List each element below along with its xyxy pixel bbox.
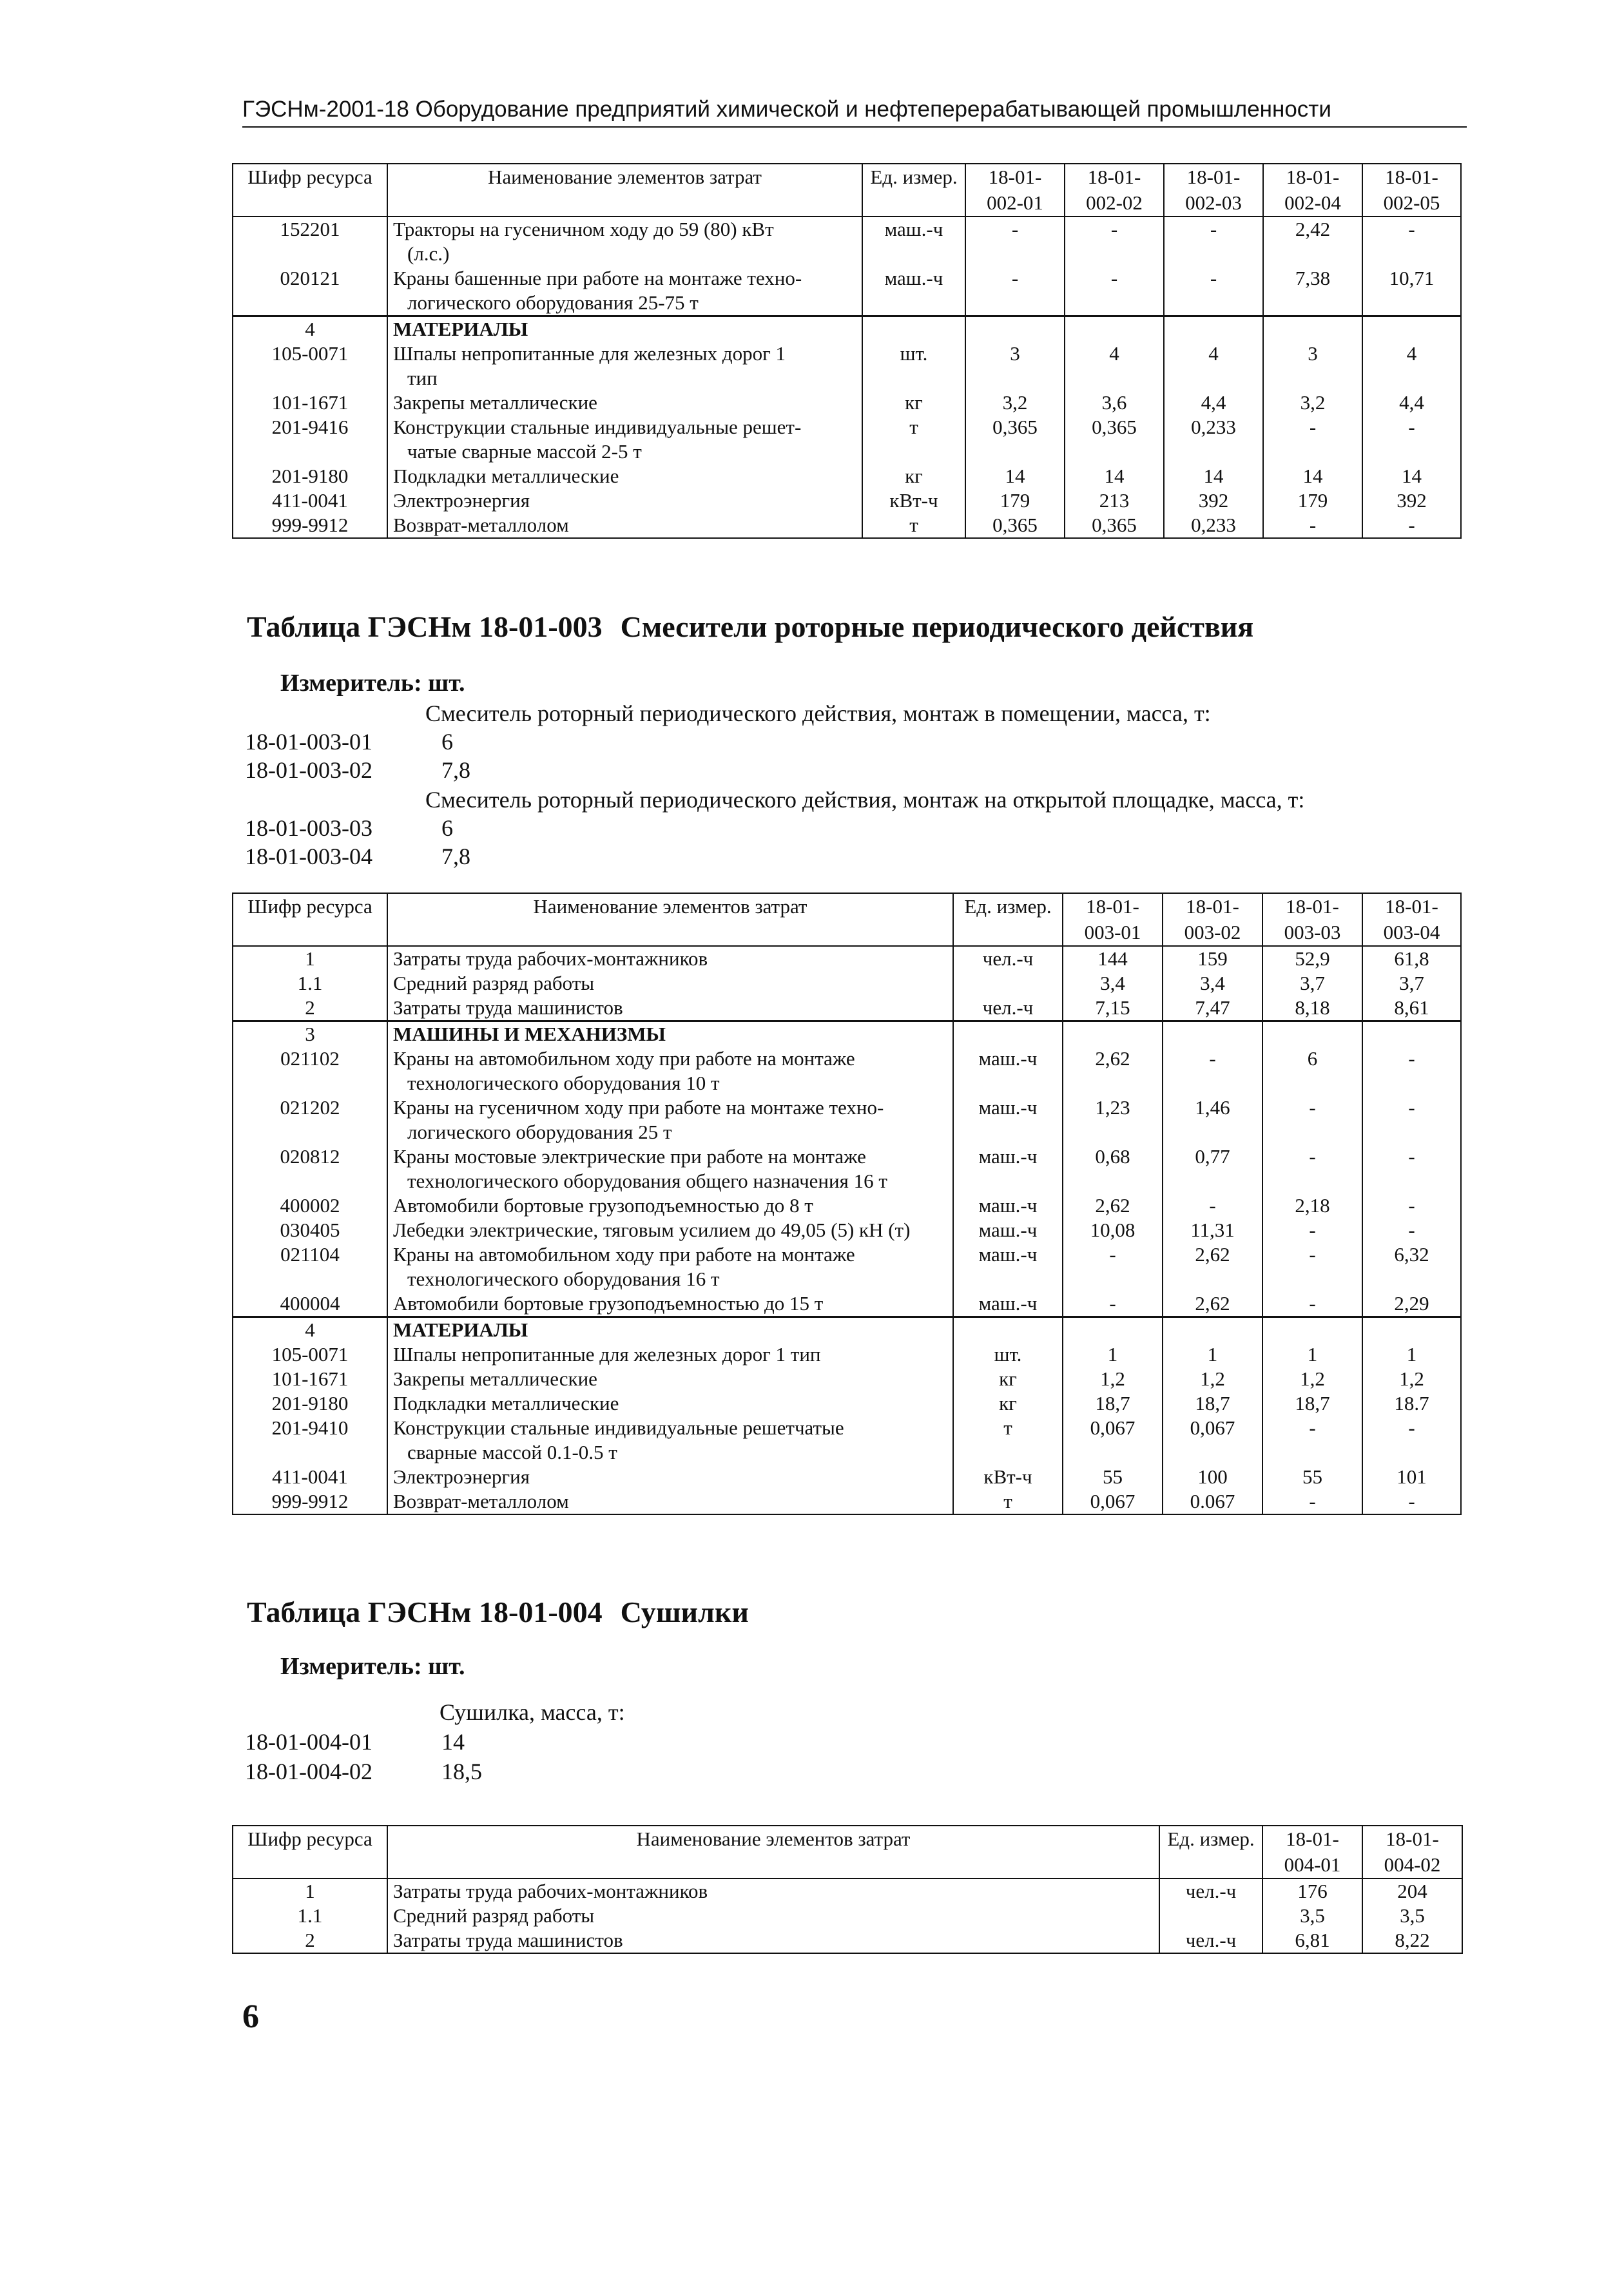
resource-code: 101-1671 (233, 1367, 387, 1391)
table-row (233, 1342, 1461, 1367)
unit-of-measure: кВт-ч (953, 1465, 1063, 1489)
table-label: Таблица ГЭСНм 18-01-003 (247, 610, 603, 643)
resource-code: 2 (233, 1928, 387, 1953)
section-row (233, 1021, 1461, 1047)
unit-of-measure (953, 1021, 1063, 1047)
cost-element-name: Электроэнергия (387, 1465, 953, 1489)
norm-value: - (1262, 1242, 1362, 1291)
norm-value: - (1362, 1047, 1461, 1096)
norm-value: 1 (1362, 1342, 1461, 1367)
cost-element-name: Шпалы непропитанные для железных дорог 1 тип (387, 1342, 953, 1367)
norm-value: - (1362, 1218, 1461, 1242)
table-row (233, 1242, 1461, 1291)
cost-element-name: Краны на автомобильном ходу при работе на монтаже технологического оборудования 10 т (387, 1047, 953, 1096)
unit-of-measure (953, 971, 1063, 996)
norm-value (1163, 1317, 1262, 1343)
norm-value: - (1065, 266, 1164, 316)
cost-element-name: Закрепы металлические (387, 391, 862, 415)
resource-code: 1 (233, 1878, 387, 1904)
table-row (233, 1096, 1461, 1144)
unit-of-measure: шт. (953, 1342, 1063, 1367)
unit-of-measure (862, 316, 965, 342)
resource-code: 999-9912 (233, 1489, 387, 1514)
unit-of-measure: чел.-ч (953, 946, 1063, 971)
norm-value (1262, 1021, 1362, 1047)
norm-table-002 (232, 163, 1462, 539)
variant-description: Смеситель роторный периодического действия, монтаж в помещении, масса, т: (425, 700, 1211, 726)
variant-row (245, 728, 453, 755)
norm-value: 1,2 (1362, 1367, 1461, 1391)
cost-element-name: МАТЕРИАЛЫ (387, 1317, 953, 1343)
norm-value: 3,4 (1063, 971, 1163, 996)
resource-code: 400002 (233, 1193, 387, 1218)
norm-value: 0,365 (1065, 513, 1164, 538)
norm-value: 3,2 (1263, 391, 1362, 415)
col-header-norm: 18-01- 002-04 (1263, 164, 1362, 217)
norm-value (965, 316, 1065, 342)
variant-mass: 7,8 (441, 757, 470, 783)
norm-value: 0,365 (965, 415, 1065, 464)
resource-code: 201-9416 (233, 415, 387, 464)
unit-of-measure (1159, 1904, 1262, 1928)
resource-code: 4 (233, 1317, 387, 1343)
norm-value: 2,62 (1063, 1193, 1163, 1218)
resource-code: 411-0041 (233, 488, 387, 513)
norm-value (1263, 316, 1362, 342)
cost-element-name: Лебедки электрические, тяговым усилием до 49,05 (5) кН (т) (387, 1218, 953, 1242)
cost-element-name: Краны башенные при работе на монтаже техно- логического оборудования 25-75 т (387, 266, 862, 316)
norm-value: 18,7 (1063, 1391, 1163, 1416)
col-header-norm: 18-01- 002-02 (1065, 164, 1164, 217)
table-row (233, 1465, 1461, 1489)
variant-row (245, 815, 453, 842)
norm-value: - (1065, 217, 1164, 266)
cost-element-name: Средний разряд работы (387, 971, 953, 996)
norm-value: 0,233 (1164, 513, 1263, 538)
unit-of-measure: маш.-ч (953, 1291, 1063, 1317)
variant-mass: 6 (441, 815, 453, 841)
variant-mass: 18,5 (441, 1759, 482, 1784)
norm-value: - (1362, 513, 1461, 538)
resource-code: 152201 (233, 217, 387, 266)
norm-value: 18.7 (1362, 1391, 1461, 1416)
norm-value: 0,77 (1163, 1144, 1262, 1193)
unit-of-measure: т (862, 415, 965, 464)
unit-of-measure: т (953, 1416, 1063, 1465)
cost-element-name: Автомобили бортовые грузоподъемностью до 15 т (387, 1291, 953, 1317)
table-name: Смесители роторные периодического действия (620, 610, 1254, 643)
norm-value: - (1262, 1218, 1362, 1242)
norm-value: 6,32 (1362, 1242, 1461, 1291)
cost-element-name: Возврат-металлолом (387, 1489, 953, 1514)
cost-element-name: Подкладки металлические (387, 464, 862, 488)
norm-value: 18,7 (1262, 1391, 1362, 1416)
norm-value: 1,2 (1063, 1367, 1163, 1391)
cost-element-name: Подкладки металлические (387, 1391, 953, 1416)
norm-value (1163, 1021, 1262, 1047)
norm-value: - (1262, 1489, 1362, 1514)
table-title-003 (247, 610, 1253, 644)
unit-of-measure: чел.-ч (953, 996, 1063, 1021)
norm-value: - (1362, 1416, 1461, 1465)
norm-value (1164, 316, 1263, 342)
norm-value: 7,47 (1163, 996, 1262, 1021)
norm-value: 4 (1362, 342, 1461, 391)
variant-row (245, 757, 470, 784)
cost-element-name: Конструкции стальные индивидуальные решет- чатые сварные массой 2-5 т (387, 415, 862, 464)
table-label: Таблица ГЭСНм 18-01-004 (247, 1596, 603, 1628)
table-row (233, 1878, 1462, 1904)
unit-of-measure: маш.-ч (953, 1218, 1063, 1242)
resource-code: 1.1 (233, 971, 387, 996)
variant-code: 18-01-004-02 (245, 1759, 372, 1784)
unit-of-measure: шт. (862, 342, 965, 391)
unit-of-measure: кВт-ч (862, 488, 965, 513)
cost-element-name: Краны мостовые электрические при работе на монтаже технологического оборудования общего назначения 16 т (387, 1144, 953, 1193)
norm-value: 101 (1362, 1465, 1461, 1489)
col-header-name: Наименование элементов затрат (387, 1826, 1159, 1878)
table-row (233, 1144, 1461, 1193)
norm-value: 1 (1262, 1342, 1362, 1367)
norm-value: 1 (1063, 1342, 1163, 1367)
table-row (233, 1904, 1462, 1928)
cost-element-name: Тракторы на гусеничном ходу до 59 (80) кВт (л.с.) (387, 217, 862, 266)
norm-value: - (965, 217, 1065, 266)
resource-code: 1 (233, 946, 387, 971)
unit-of-measure: кг (862, 391, 965, 415)
norm-value (1362, 316, 1461, 342)
norm-value: 0.067 (1163, 1489, 1262, 1514)
norm-value: - (1262, 1096, 1362, 1144)
norm-value: 2,18 (1262, 1193, 1362, 1218)
norm-value: 0,365 (1065, 415, 1164, 464)
norm-value: 3,4 (1163, 971, 1262, 996)
norm-value: 6,81 (1262, 1928, 1362, 1953)
table-row (233, 464, 1461, 488)
col-header-norm: 18-01- 003-01 (1063, 893, 1163, 946)
norm-value: 4 (1164, 342, 1263, 391)
cost-element-name: Автомобили бортовые грузоподъемностью до 8 т (387, 1193, 953, 1218)
norm-value (1362, 1021, 1461, 1047)
unit-of-measure: кг (953, 1367, 1063, 1391)
variant-code: 18-01-003-02 (245, 757, 372, 783)
norm-value: - (1362, 415, 1461, 464)
col-header-norm: 18-01- 002-05 (1362, 164, 1461, 217)
norm-value (1362, 1317, 1461, 1343)
norm-value: - (1164, 266, 1263, 316)
norm-value: 55 (1262, 1465, 1362, 1489)
norm-value: - (1262, 1416, 1362, 1465)
norm-value: 4 (1065, 342, 1164, 391)
meter-004: Измеритель: шт. (280, 1653, 465, 1680)
norm-value: 1,2 (1262, 1367, 1362, 1391)
norm-value: 10,08 (1063, 1218, 1163, 1242)
norm-value: 4,4 (1362, 391, 1461, 415)
norm-value: 1,2 (1163, 1367, 1262, 1391)
col-header-norm: 18-01- 004-01 (1262, 1826, 1362, 1878)
resource-code: 201-9180 (233, 1391, 387, 1416)
norm-value: 0,68 (1063, 1144, 1163, 1193)
norm-value: - (1362, 1489, 1461, 1514)
cost-element-name: Краны на автомобильном ходу при работе на монтаже технологического оборудования 16 т (387, 1242, 953, 1291)
col-header-code: Шифр ресурса (233, 1826, 387, 1878)
resource-code: 411-0041 (233, 1465, 387, 1489)
col-header-unit: Ед. измер. (862, 164, 965, 217)
norm-value (1063, 1021, 1163, 1047)
cost-element-name: Затраты труда машинистов (387, 996, 953, 1021)
variant-row (245, 1728, 465, 1755)
resource-code: 030405 (233, 1218, 387, 1242)
col-header-norm: 18-01- 004-02 (1362, 1826, 1462, 1878)
unit-of-measure: т (862, 513, 965, 538)
resource-code: 201-9410 (233, 1416, 387, 1465)
table-row (233, 1416, 1461, 1465)
norm-value: 14 (1362, 464, 1461, 488)
norm-value: 3,6 (1065, 391, 1164, 415)
norm-value: - (1163, 1193, 1262, 1218)
norm-value: 3,2 (965, 391, 1065, 415)
norm-value: 0,365 (965, 513, 1065, 538)
norm-value: 8,18 (1262, 996, 1362, 1021)
col-header-norm: 18-01- 003-02 (1163, 893, 1262, 946)
cost-element-name: Закрепы металлические (387, 1367, 953, 1391)
resource-code: 3 (233, 1021, 387, 1047)
table-row (233, 1193, 1461, 1218)
variant-description: Сушилка, масса, т: (440, 1699, 625, 1725)
table-row (233, 946, 1461, 971)
norm-value: - (1362, 1144, 1461, 1193)
norm-value: - (1262, 1144, 1362, 1193)
resource-code: 021102 (233, 1047, 387, 1096)
unit-of-measure: чел.-ч (1159, 1928, 1262, 1953)
norm-value: 52,9 (1262, 946, 1362, 971)
norm-value: 3 (1263, 342, 1362, 391)
unit-of-measure: маш.-ч (862, 266, 965, 316)
norm-value: 0,233 (1164, 415, 1263, 464)
variant-mass: 7,8 (441, 844, 470, 869)
resource-code: 020121 (233, 266, 387, 316)
cost-element-name: Конструкции стальные индивидуальные решетчатые сварные массой 0.1-0.5 т (387, 1416, 953, 1465)
cost-element-name: Электроэнергия (387, 488, 862, 513)
table-row (233, 1928, 1462, 1953)
norm-value: 14 (965, 464, 1065, 488)
norm-value: - (1164, 217, 1263, 266)
norm-value: 11,31 (1163, 1218, 1262, 1242)
cost-element-name: Краны на гусеничном ходу при работе на монтаже техно- логического оборудования 25 т (387, 1096, 953, 1144)
norm-value: 0,067 (1063, 1489, 1163, 1514)
table-row (233, 266, 1461, 316)
norm-value: 6 (1262, 1047, 1362, 1096)
norm-value (1262, 1317, 1362, 1343)
col-header-norm: 18-01- 003-03 (1262, 893, 1362, 946)
table-row (233, 1367, 1461, 1391)
norm-value: 10,71 (1362, 266, 1461, 316)
norm-value: 1 (1163, 1342, 1262, 1367)
norm-value: 3,7 (1262, 971, 1362, 996)
unit-of-measure: чел.-ч (1159, 1878, 1262, 1904)
section-row (233, 316, 1461, 342)
norm-value: - (1063, 1242, 1163, 1291)
meter-003: Измеритель: шт. (280, 670, 465, 697)
norm-value: 2,62 (1163, 1291, 1262, 1317)
table-row (233, 488, 1461, 513)
variant-code: 18-01-004-01 (245, 1729, 372, 1755)
norm-value: - (1362, 1193, 1461, 1218)
col-header-code: Шифр ресурса (233, 893, 387, 946)
resource-code: 2 (233, 996, 387, 1021)
norm-value: - (1262, 1291, 1362, 1317)
unit-of-measure: маш.-ч (953, 1193, 1063, 1218)
cost-element-name: Возврат-металлолом (387, 513, 862, 538)
norm-value: 61,8 (1362, 946, 1461, 971)
variant-code: 18-01-003-03 (245, 815, 372, 841)
table-row (233, 1218, 1461, 1242)
table-row (233, 513, 1461, 538)
variant-description: Смеситель роторный периодического действия, монтаж на открытой площадке, масса, т: (425, 787, 1305, 813)
table-row (233, 217, 1461, 266)
norm-table-004 (232, 1825, 1463, 1954)
cost-element-name: Шпалы непропитанные для железных дорог 1 тип (387, 342, 862, 391)
norm-value: 3,5 (1262, 1904, 1362, 1928)
table-row (233, 996, 1461, 1021)
norm-value: 176 (1262, 1878, 1362, 1904)
norm-value: 392 (1362, 488, 1461, 513)
variant-code: 18-01-003-04 (245, 844, 372, 869)
norm-value: 14 (1065, 464, 1164, 488)
col-header-unit: Ед. измер. (953, 893, 1063, 946)
col-header-norm: 18-01- 003-04 (1362, 893, 1461, 946)
norm-value: - (1063, 1291, 1163, 1317)
resource-code: 400004 (233, 1291, 387, 1317)
norm-value: 2,62 (1163, 1242, 1262, 1291)
resource-code: 105-0071 (233, 1342, 387, 1367)
unit-of-measure: маш.-ч (862, 217, 965, 266)
resource-code: 021202 (233, 1096, 387, 1144)
norm-value: 1,46 (1163, 1096, 1262, 1144)
norm-value: 179 (965, 488, 1065, 513)
norm-value: - (1263, 513, 1362, 538)
norm-value: 14 (1263, 464, 1362, 488)
col-header-unit: Ед. измер. (1159, 1826, 1262, 1878)
norm-value: 7,38 (1263, 266, 1362, 316)
table-row (233, 971, 1461, 996)
norm-value: 3,7 (1362, 971, 1461, 996)
table-row (233, 342, 1461, 391)
col-header-code: Шифр ресурса (233, 164, 387, 217)
table-row (233, 391, 1461, 415)
norm-value (1063, 1317, 1163, 1343)
cost-element-name: Затраты труда рабочих-монтажников (387, 1878, 1159, 1904)
resource-code: 201-9180 (233, 464, 387, 488)
norm-value: - (1263, 415, 1362, 464)
page-number: 6 (242, 1998, 259, 2035)
unit-of-measure: маш.-ч (953, 1144, 1063, 1193)
norm-value: - (1362, 1096, 1461, 1144)
unit-of-measure: маш.-ч (953, 1047, 1063, 1096)
resource-code: 999-9912 (233, 513, 387, 538)
resource-code: 4 (233, 316, 387, 342)
col-header-name: Наименование элементов затрат (387, 893, 953, 946)
norm-value: 159 (1163, 946, 1262, 971)
unit-of-measure: т (953, 1489, 1063, 1514)
norm-value: 213 (1065, 488, 1164, 513)
norm-value: - (965, 266, 1065, 316)
unit-of-measure: кг (953, 1391, 1063, 1416)
norm-value: 18,7 (1163, 1391, 1262, 1416)
resource-code: 021104 (233, 1242, 387, 1291)
resource-code: 105-0071 (233, 342, 387, 391)
cost-element-name: Средний разряд работы (387, 1904, 1159, 1928)
unit-of-measure (953, 1317, 1063, 1343)
resource-code: 1.1 (233, 1904, 387, 1928)
norm-value: - (1362, 217, 1461, 266)
norm-value: 55 (1063, 1465, 1163, 1489)
norm-value (1065, 316, 1164, 342)
norm-value: 3,5 (1362, 1904, 1462, 1928)
resource-code: 020812 (233, 1144, 387, 1193)
norm-value: 14 (1164, 464, 1263, 488)
cost-element-name: МАТЕРИАЛЫ (387, 316, 862, 342)
table-title-004 (247, 1595, 749, 1629)
table-row (233, 415, 1461, 464)
section-row (233, 1317, 1461, 1343)
cost-element-name: Затраты труда рабочих-монтажников (387, 946, 953, 971)
norm-value: 2,29 (1362, 1291, 1461, 1317)
unit-of-measure: маш.-ч (953, 1096, 1063, 1144)
norm-value: 2,42 (1263, 217, 1362, 266)
norm-value: 179 (1263, 488, 1362, 513)
norm-value: 1,23 (1063, 1096, 1163, 1144)
norm-value: 8,61 (1362, 996, 1461, 1021)
norm-value: 0,067 (1063, 1416, 1163, 1465)
norm-value: 3 (965, 342, 1065, 391)
norm-value: 4,4 (1164, 391, 1263, 415)
resource-code: 101-1671 (233, 391, 387, 415)
norm-value: 204 (1362, 1878, 1462, 1904)
norm-value: 100 (1163, 1465, 1262, 1489)
unit-of-measure: маш.-ч (953, 1242, 1063, 1291)
norm-value: 8,22 (1362, 1928, 1462, 1953)
norm-table-003 (232, 893, 1462, 1515)
table-row (233, 1391, 1461, 1416)
norm-value: 144 (1063, 946, 1163, 971)
running-header: ГЭСНм-2001-18 Оборудование предприятий химической и нефтеперерабатывающей промышленности (242, 97, 1467, 128)
cost-element-name: МАШИНЫ И МЕХАНИЗМЫ (387, 1021, 953, 1047)
col-header-norm: 18-01- 002-01 (965, 164, 1065, 217)
variant-code: 18-01-003-01 (245, 729, 372, 755)
variant-row (245, 843, 470, 870)
col-header-norm: 18-01- 002-03 (1164, 164, 1263, 217)
unit-of-measure: кг (862, 464, 965, 488)
table-row (233, 1291, 1461, 1317)
norm-value: 0,067 (1163, 1416, 1262, 1465)
variant-mass: 6 (441, 729, 453, 755)
variant-mass: 14 (441, 1729, 465, 1755)
cost-element-name: Затраты труда машинистов (387, 1928, 1159, 1953)
variant-row (245, 1758, 482, 1785)
norm-value: - (1163, 1047, 1262, 1096)
table-row (233, 1047, 1461, 1096)
norm-value: 2,62 (1063, 1047, 1163, 1096)
table-name: Сушилки (620, 1596, 749, 1628)
col-header-name: Наименование элементов затрат (387, 164, 862, 217)
norm-value: 392 (1164, 488, 1263, 513)
table-row (233, 1489, 1461, 1514)
norm-value: 7,15 (1063, 996, 1163, 1021)
